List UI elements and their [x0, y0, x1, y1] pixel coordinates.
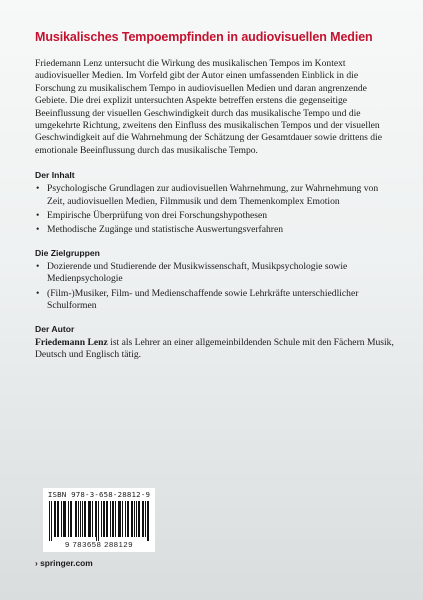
section-heading-autor: Der Autor	[35, 323, 75, 334]
author-description: ist als Lehrer an einer allgemeinbildenden Schule mit den Fächern Musik, Deutsch und Englisch tätig.	[35, 336, 394, 360]
list-item: • Empirische Überprüfung von drei Forschungshypothesen	[35, 210, 395, 222]
barcode-bars	[49, 501, 149, 541]
section-zielgruppen	[35, 248, 395, 313]
list-item: • Methodische Zugänge und statistische Auswertungsverfahren	[35, 224, 395, 236]
author-name: Friedemann Lenz	[35, 336, 108, 348]
list-item: • Dozierende und Studierende der Musikwissenschaft, Musikpsychologie sowie Medienpsychologie	[35, 261, 395, 286]
back-cover	[35, 30, 395, 361]
zielgruppen-list	[35, 261, 395, 313]
inhalt-list	[35, 183, 395, 237]
publisher-link[interactable]: › springer.com	[35, 558, 93, 568]
section-inhalt	[35, 170, 395, 237]
list-item: • Psychologische Grundlagen zur audiovisuellen Wahrnehmung, zur Wahrnehmung von Zeit, audiovisuellen Medien, Filmmusik und dem Themenkomplex Emotion	[35, 183, 395, 208]
isbn-label: ISBN 978-3-658-28812-9	[47, 490, 151, 499]
author-bio	[35, 337, 395, 362]
section-heading-zielgruppen: Die Zielgruppen	[35, 247, 100, 258]
list-item: • (Film-)Musiker, Film- und Medienschaffende sowie Lehrkräfte unterschiedlicher Schulformen	[35, 288, 395, 313]
barcode-digits: 9 783658 288129	[64, 540, 134, 549]
section-heading-inhalt: Der Inhalt	[35, 170, 75, 181]
barcode	[43, 488, 155, 552]
intro-paragraph: Friedemann Lenz untersucht die Wirkung des musikalischen Tempos im Kontext audiovisueller Medien. Im Vorfeld gibt der Autor einen umfassenden Einblick in die Forschung zu musikalischem Tempo in audiovisuellen Medien und daran angrenzende Gebiete. Die drei explizit untersuchten Aspekte betreffen erstens die gegenseitige Beeinflussung der visuellen Geschwindigkeit durch das musikalische Tempo und die umgekehrte Richtung, zweitens den Einfluss des musikalischen Tempos und der visuellen Geschwindigkeit auf die Wahrnehmung der Schätzung der Gesamtdauer sowie drittens die emotionale Beeinflussung durch das musikalische Tempo.	[35, 58, 382, 156]
book-title: Musikalisches Tempoempfinden in audiovisuellen Medien	[35, 30, 373, 44]
section-autor	[35, 324, 395, 362]
